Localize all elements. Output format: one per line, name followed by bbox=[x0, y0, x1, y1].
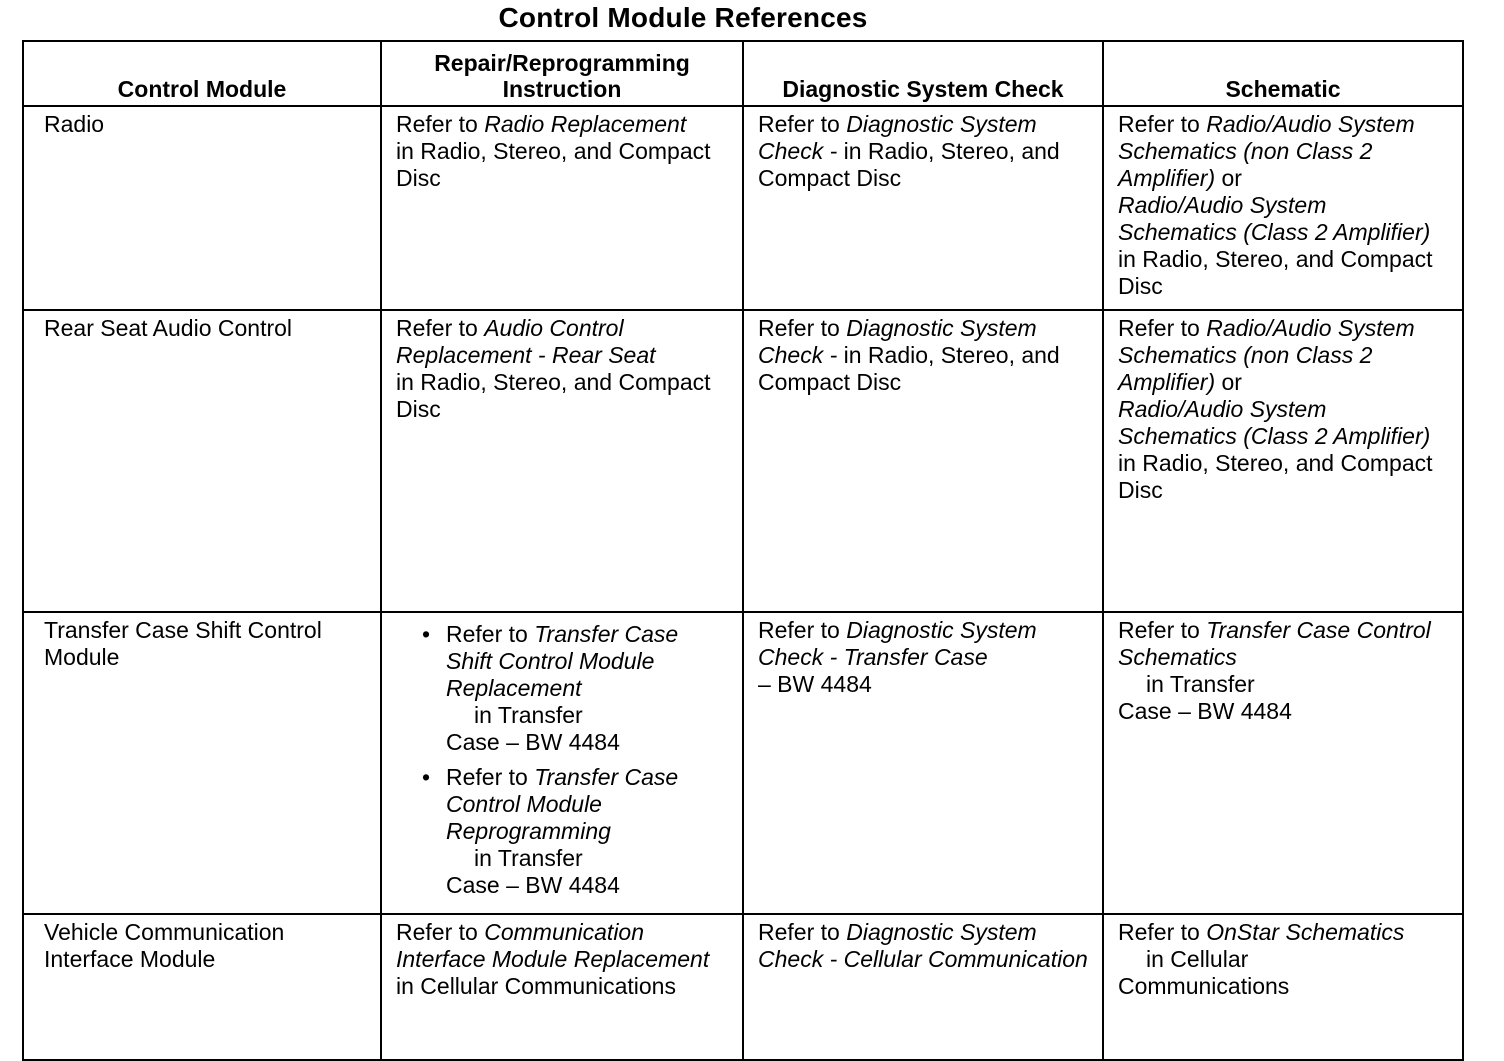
cell-repair bbox=[381, 106, 743, 310]
refer-text: Refer to bbox=[396, 315, 485, 341]
reference-link[interactable]: Radio Replacement bbox=[484, 111, 687, 137]
location-text: in Radio, Stereo, and Compact Disc bbox=[1118, 450, 1433, 503]
table-row bbox=[23, 106, 1463, 310]
refer-text: Refer to bbox=[396, 919, 485, 945]
header-row bbox=[23, 41, 1463, 106]
reference-link[interactable]: Diagnostic System Check - bbox=[758, 315, 1037, 368]
reference-link[interactable]: Diagnostic System Check - bbox=[758, 111, 1037, 164]
location-text: in Transfer bbox=[474, 845, 583, 871]
location-text: – BW 4484 bbox=[758, 671, 872, 697]
reference-link[interactable]: Diagnostic System Check - Transfer Case bbox=[758, 617, 1037, 670]
location-text: in Radio, Stereo, and Compact Disc bbox=[396, 369, 711, 422]
cell-diagnostic bbox=[743, 914, 1103, 1060]
reference-link[interactable]: Audio Control Replacement - Rear Seat bbox=[396, 315, 656, 368]
or-text: or bbox=[1215, 165, 1242, 191]
cell-schematic bbox=[1103, 612, 1463, 914]
refer-text: Refer to bbox=[758, 919, 847, 945]
reference-link[interactable]: Transfer Case Control Schematics bbox=[1118, 617, 1431, 670]
cell-control-module bbox=[23, 612, 381, 914]
location-text: in Transfer bbox=[474, 702, 583, 728]
location-text: in Radio, Stereo, and Compact Disc bbox=[758, 138, 1060, 191]
cell-control-module bbox=[23, 914, 381, 1060]
cell-repair bbox=[381, 612, 743, 914]
cell-diagnostic bbox=[743, 106, 1103, 310]
cell-control-module bbox=[23, 310, 381, 612]
or-text: or bbox=[1215, 369, 1242, 395]
cell-repair bbox=[381, 914, 743, 1060]
reference-link[interactable]: OnStar Schematics bbox=[1206, 919, 1405, 945]
reference-link[interactable]: Radio/Audio System Schematics (Class 2 Amplifier) bbox=[1118, 192, 1431, 245]
header-control-module: Control Module bbox=[23, 41, 381, 106]
header-diagnostic-system-check: Diagnostic System Check bbox=[743, 41, 1103, 106]
table-row bbox=[23, 612, 1463, 914]
refer-text: Refer to bbox=[446, 764, 535, 790]
refer-text: Refer to bbox=[446, 621, 535, 647]
reference-link[interactable]: Communication Interface Module Replacement bbox=[396, 919, 710, 972]
header-repair-reprogramming: Repair/Reprogramming Instruction bbox=[381, 41, 743, 106]
refer-text: Refer to bbox=[396, 111, 485, 137]
cell-diagnostic bbox=[743, 612, 1103, 914]
module-name: Radio bbox=[44, 111, 105, 137]
location-text: Case – BW 4484 bbox=[446, 729, 620, 755]
module-name: Transfer Case Shift Control Module bbox=[44, 617, 322, 670]
location-text: Communications bbox=[1118, 973, 1290, 999]
location-text: in Cellular bbox=[1146, 946, 1249, 972]
reference-link[interactable]: Transfer Case Control Module Reprogramming bbox=[446, 764, 679, 844]
module-name: Vehicle Communication Interface Module bbox=[44, 919, 285, 972]
reference-link[interactable]: Diagnostic System Check - Cellular Communication bbox=[758, 919, 1088, 972]
table-row bbox=[23, 914, 1463, 1060]
location-text: in Radio, Stereo, and Compact Disc bbox=[396, 138, 711, 191]
refer-text: Refer to bbox=[758, 111, 847, 137]
refer-text: Refer to bbox=[1118, 315, 1207, 341]
cell-schematic bbox=[1103, 914, 1463, 1060]
cell-schematic bbox=[1103, 106, 1463, 310]
cell-diagnostic bbox=[743, 310, 1103, 612]
cell-control-module bbox=[23, 106, 381, 310]
cell-repair bbox=[381, 310, 743, 612]
list-item bbox=[446, 764, 730, 899]
location-text: in Transfer bbox=[1146, 671, 1255, 697]
page-title: Control Module References bbox=[498, 2, 868, 33]
reference-link[interactable]: Transfer Case Shift Control Module Replacement bbox=[446, 621, 679, 701]
refer-text: Refer to bbox=[758, 315, 847, 341]
refer-text: Refer to bbox=[1118, 617, 1207, 643]
location-text: in Cellular Communications bbox=[396, 973, 676, 999]
refer-text: Refer to bbox=[758, 617, 847, 643]
reference-link[interactable]: Radio/Audio System Schematics (Class 2 Amplifier) bbox=[1118, 396, 1431, 449]
list-item bbox=[446, 621, 730, 756]
cell-schematic bbox=[1103, 310, 1463, 612]
location-text: Case – BW 4484 bbox=[1118, 698, 1292, 724]
repair-bullet-list bbox=[396, 621, 730, 899]
location-text: in Radio, Stereo, and Compact Disc bbox=[758, 342, 1060, 395]
module-name: Rear Seat Audio Control bbox=[44, 315, 293, 341]
location-text: in Radio, Stereo, and Compact Disc bbox=[1118, 246, 1433, 299]
reference-link[interactable]: Radio/Audio System Schematics (non Class 2 Amplifier) bbox=[1118, 315, 1415, 395]
control-module-references-table bbox=[22, 40, 1464, 1061]
location-text: Case – BW 4484 bbox=[446, 872, 620, 898]
refer-text: Refer to bbox=[1118, 111, 1207, 137]
refer-text: Refer to bbox=[1118, 919, 1207, 945]
table-row bbox=[23, 310, 1463, 612]
reference-link[interactable]: Radio/Audio System Schematics (non Class 2 Amplifier) bbox=[1118, 111, 1415, 191]
header-schematic: Schematic bbox=[1103, 41, 1463, 106]
